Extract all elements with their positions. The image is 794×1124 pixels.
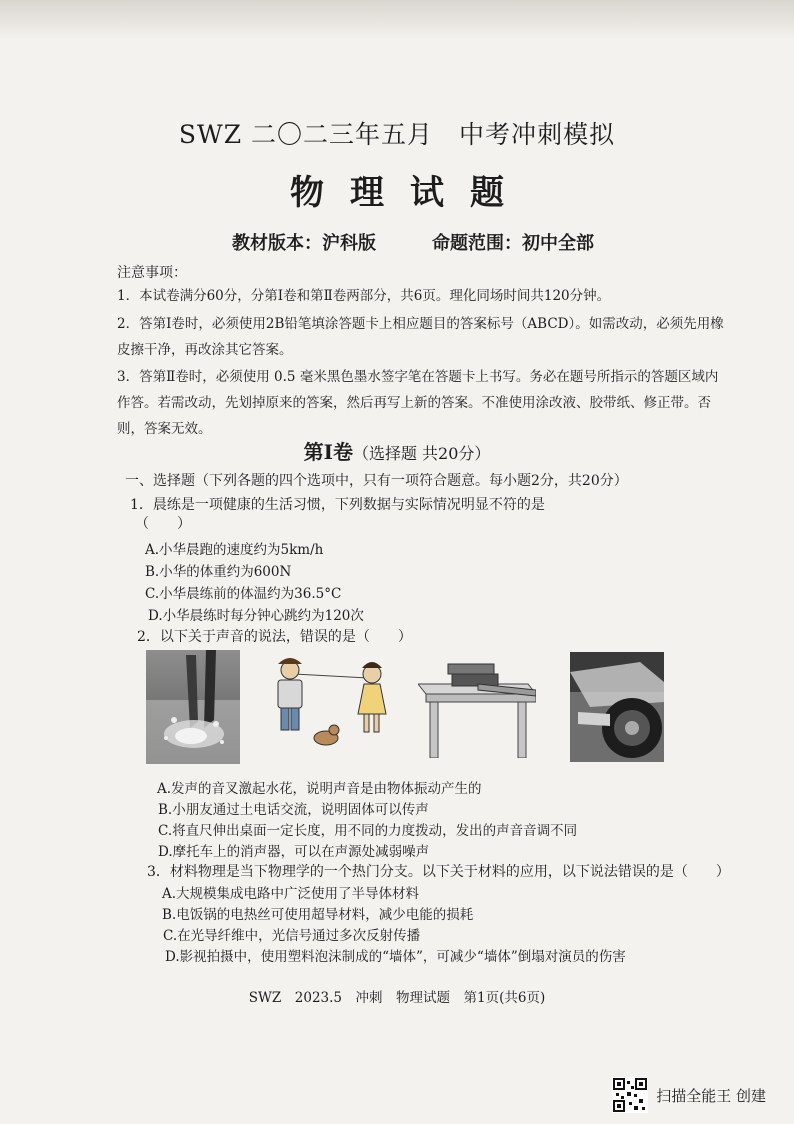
question-3-option-c: C.在光导纤维中，光信号通过多次反射传播	[163, 928, 421, 944]
tuning-fork-water-photo	[146, 650, 240, 764]
qr-code-icon	[612, 1077, 648, 1113]
part-title-sub: （选择题 共20分）	[352, 444, 491, 463]
note-item: 2．答第Ⅰ卷时，必须使用2B铅笔填涂答题卡上相应题目的答案标号（ABCD）。如需改动，必须先用橡皮擦干净，再改涂其它答案。	[117, 316, 724, 358]
string-telephone-illustration	[268, 650, 396, 752]
textbook-edition: 教材版本：沪科版	[232, 233, 376, 254]
exam-scope: 命题范围：初中全部	[432, 233, 594, 254]
question-2-option-a: A.发声的音叉激起水花，说明声音是由物体振动产生的	[157, 781, 482, 797]
scanner-label: 扫描全能王 创建	[656, 1086, 766, 1105]
question-1-option-b: B.小华的体重约为600N	[145, 564, 292, 580]
question-2-option-d: D.摩托车上的消声器，可以在声源处减弱噪声	[158, 844, 430, 860]
question-3-option-b: B.电饭锅的电热丝可使用超导材料，减少电能的损耗	[162, 907, 474, 923]
part-one-title	[0, 436, 794, 465]
question-1-stem: 1．晨练是一项健康的生活习惯，下列数据与实际情况明显不符的是	[130, 497, 545, 513]
question-3-option-a: A.大规模集成电路中广泛使用了半导体材料	[162, 886, 420, 902]
page-footer: SWZ 2023.5 冲刺 物理试题 第1页(共6页)	[248, 990, 546, 1006]
scan-shadow	[0, 0, 794, 40]
section-heading: 一、选择题（下列各题的四个选项中，只有一项符合题意。每小题2分，共20分）	[125, 473, 628, 489]
note-item: 1．本试卷满分60分，分第Ⅰ卷和第Ⅱ卷两部分，共6页。理化同场时间共120分钟。	[117, 288, 611, 304]
scanner-watermark	[612, 1075, 766, 1115]
motorcycle-muffler-photo	[570, 652, 664, 762]
subject-title: 物理试题	[290, 173, 530, 213]
question-3-stem: 3．材料物理是当下物理学的一个热门分支。以下关于材料的应用，以下说法错误的是（ ）	[147, 864, 730, 880]
exam-title-line: SWZ 二〇二三年五月 中考冲刺模拟	[178, 120, 616, 149]
question-2-stem: 2．以下关于声音的说法，错误的是（ ）	[137, 629, 412, 645]
question-1-bracket: （ ）	[135, 516, 191, 532]
notes-heading: 注意事项：	[117, 265, 187, 281]
question-3-option-d: D.影视拍摄中，使用塑料泡沫制成的“墙体”，可减少“墙体”倒塌对演员的伤害	[165, 949, 626, 965]
part-title-main: 第Ⅰ卷	[303, 440, 353, 464]
ruler-on-desk-illustration	[418, 654, 536, 758]
question-1-option-d: D.小华晨练时每分钟心跳约为120次	[148, 608, 364, 624]
question-1-option-a: A.小华晨跑的速度约为5km/h	[145, 542, 324, 558]
question-2-option-c: C.将直尺伸出桌面一定长度，用不同的力度拨动，发出的声音音调不同	[158, 823, 578, 839]
question-2-option-b: B.小朋友通过土电话交流，说明固体可以传声	[158, 802, 429, 818]
note-item: 3．答第Ⅱ卷时，必须使用 0.5 毫米黑色墨水签字笔在答题卡上书写。务必在题号所指示的答题区域内作答。若需改动，先划掉原来的答案，然后再写上新的答案。不准使用涂改液、胶带纸、修正带。否则，答案无效。	[117, 369, 719, 437]
question-1-option-c: C.小华晨练前的体温约为36.5°C	[145, 586, 342, 602]
